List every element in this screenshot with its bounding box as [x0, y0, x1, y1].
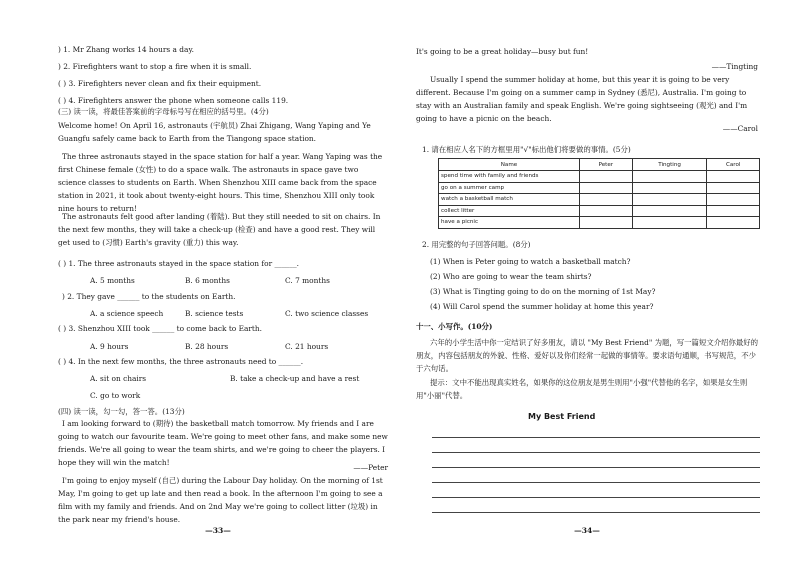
- answer-q2: (2) Who are going to wear the team shirts?: [430, 272, 592, 281]
- carol-signature: ——Carol: [722, 124, 758, 133]
- col-tingting: Tingting: [632, 159, 707, 171]
- q4-b: B. take a check-up and have a rest: [230, 374, 360, 383]
- checkbox-cell[interactable]: [707, 194, 760, 206]
- checkbox-cell[interactable]: [580, 182, 633, 194]
- tingting-text: I'm going to enjoy myself (自己) during the Labour Day holiday. On the morning of 1st May, I'm going to get up late and then read a book. In the afternoon I'm going to see a film with my family and friends. And on 2nd May we're going to collect litter (垃圾) in the park near my friend's house.: [58, 476, 383, 524]
- checkbox-cell[interactable]: [632, 205, 707, 217]
- checkbox-cell[interactable]: [707, 171, 760, 183]
- q4-stem: ( ) 4. In the next few months, the three astronauts need to ______.: [58, 357, 304, 366]
- writing-hint: 提示：文中不能出现真实姓名，如果你的这位朋友是男生则用"小强"代替他的名字，如果是女生则用"小丽"代替。: [416, 378, 748, 400]
- answer-q1: (1) When is Peter going to watch a basketball match?: [430, 257, 631, 266]
- checkbox-cell[interactable]: [632, 194, 707, 206]
- checkbox-cell[interactable]: [707, 217, 760, 229]
- q2-b: B. science tests: [185, 309, 244, 318]
- q1-a: A. 5 months: [90, 276, 135, 285]
- checkbox-cell[interactable]: [580, 217, 633, 229]
- q4-a: A. sit on chairs: [90, 374, 147, 383]
- section3-heading: (三) 读一读，将最佳答案前的字母标号写在相应的括号里。(4分): [58, 107, 269, 116]
- writing-line[interactable]: [432, 512, 760, 513]
- writing-heading: 十一、小写作。(10分): [416, 322, 493, 331]
- tf-3: ( ) 3. Firefighters never clean and fix their equipment.: [58, 79, 262, 88]
- col-peter: Peter: [580, 159, 633, 171]
- checkbox-cell[interactable]: [580, 205, 633, 217]
- reading-p1: Welcome home! On April 16, astronauts (宇航员) Zhai Zhigang, Wang Yaping and Ye Guangfu safely came back to Earth from the Tiangong space station.: [58, 121, 371, 143]
- checkbox-cell[interactable]: [632, 182, 707, 194]
- checkbox-cell[interactable]: [580, 194, 633, 206]
- table-row: [439, 171, 760, 183]
- tingting-end: It's going to be a great holiday—busy but fun!: [416, 47, 589, 56]
- checkbox-cell[interactable]: [707, 182, 760, 194]
- q1-heading: 1. 请在相应人名下的方框里用"√"标出他们将要做的事情。(5分): [422, 145, 631, 154]
- q2-a: A. a science speech: [90, 309, 164, 318]
- table-row: [439, 205, 760, 217]
- reading-p2: The three astronauts stayed in the space station for half a year. Wang Yaping was the first Chinese female (女性) to do a space walk. The astronauts in space gave two science classes to students on Earth. When Shenzhou XIII came back from the space station in 2021, it took about twenty-eight hours. This time, Shenzhou XIII only took nine hours to return!: [58, 152, 383, 213]
- q2-heading: 2. 用完整的句子回答问题。(8分): [422, 240, 531, 249]
- q3-c: C. 21 hours: [285, 342, 329, 351]
- checkbox-cell[interactable]: [632, 171, 707, 183]
- peter-text: I am looking forward to (期待) the basketball match tomorrow. My friends and I are going to watch our favourite team. We're going to meet other fans, and make some new friends. We're all going to wear the team shirts, and we're going to cheer the players. I hope they will win the match!: [58, 419, 388, 467]
- page-number-34: —34—: [574, 526, 600, 535]
- tf-1: ) 1. Mr Zhang works 14 hours a day.: [58, 45, 194, 54]
- tf-4: ( ) 4. Firefighters answer the phone when someone calls 119.: [58, 96, 289, 105]
- writing-line[interactable]: [432, 482, 760, 483]
- answer-q4: (4) Will Carol spend the summer holiday at home this year?: [430, 302, 654, 311]
- q2-c: C. two science classes: [285, 309, 369, 318]
- row-label: watch a basketball match: [439, 194, 580, 206]
- table-header-row: [439, 159, 760, 171]
- q1-stem: ( ) 1. The three astronauts stayed in the space station for ______.: [58, 259, 299, 268]
- reading-p3: The astronauts felt good after landing (着陆). But they still needed to sit on chairs. In the next few months, they will take a check-up (检查) and have a good rest. They will get used to (习惯) Earth's gravity (重力) this way.: [58, 212, 381, 247]
- col-name: Name: [439, 159, 580, 171]
- section4-heading: (四) 读一读，勾一勾，答一答。(13分): [58, 407, 185, 416]
- checkbox-cell[interactable]: [707, 205, 760, 217]
- writing-instructions: 六年的小学生活中你一定结识了好多朋友，请以 "My Best Friend" 为题，写一篇短文介绍你最好的朋友，内容包括朋友的外貌、性格、爱好以及你们经常一起做的事情等。要求语句通顺，书写规范，不少于六句话。: [416, 338, 759, 373]
- row-label: spend time with family and friends: [439, 171, 580, 183]
- row-label: collect litter: [439, 205, 580, 217]
- table-row: [439, 217, 760, 229]
- q3-b: B. 28 hours: [185, 342, 229, 351]
- q1-c: C. 7 months: [285, 276, 330, 285]
- q1-b: B. 6 months: [185, 276, 230, 285]
- tf-2: ) 2. Firefighters want to stop a fire when it is small.: [58, 62, 252, 71]
- carol-text: Usually I spend the summer holiday at home, but this year it is going to be very different. Because I'm going on a summer camp in Sydney (悉尼), Australia. I'm going to stay with an Australian family and speak English. We're going sightseeing (观光) and I'm going to have a picnic on the beach.: [416, 75, 748, 123]
- writing-line[interactable]: [432, 437, 760, 438]
- row-label: have a picnic: [439, 217, 580, 229]
- activity-table: [438, 158, 760, 229]
- q2-stem: ) 2. They gave ______ to the students on Earth.: [62, 292, 236, 301]
- q3-a: A. 9 hours: [90, 342, 129, 351]
- q4-c: C. go to work: [90, 391, 141, 400]
- writing-line[interactable]: [432, 497, 760, 498]
- page-number-33: —33—: [205, 526, 231, 535]
- essay-title: My Best Friend: [528, 412, 596, 421]
- row-label: go on a summer camp: [439, 182, 580, 194]
- col-carol: Carol: [707, 159, 760, 171]
- q3-stem: ( ) 3. Shenzhou XIII took ______ to come back to Earth.: [58, 324, 262, 333]
- peter-signature: ——Peter: [353, 463, 388, 472]
- writing-line[interactable]: [432, 467, 760, 468]
- tingting-signature: ——Tingting: [711, 62, 758, 71]
- checkbox-cell[interactable]: [632, 217, 707, 229]
- checkbox-cell[interactable]: [580, 171, 633, 183]
- table-row: [439, 194, 760, 206]
- answer-q3: (3) What is Tingting going to do on the morning of 1st May?: [430, 287, 656, 296]
- table-row: [439, 182, 760, 194]
- writing-line[interactable]: [432, 452, 760, 453]
